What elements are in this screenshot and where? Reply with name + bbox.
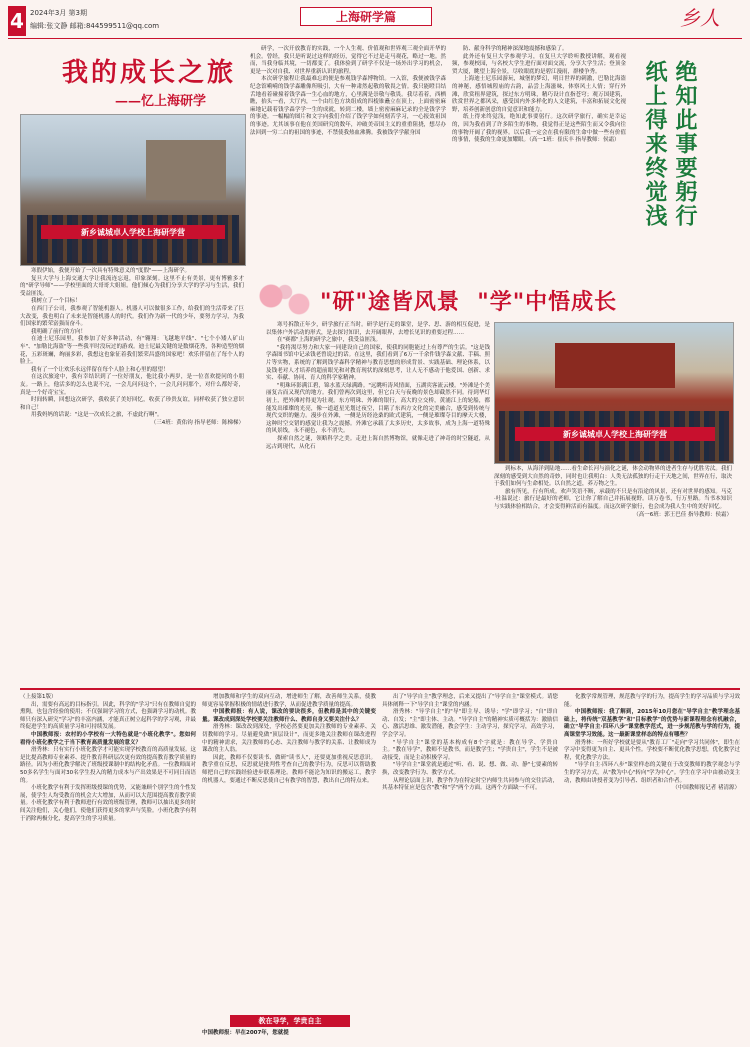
section-divider [20, 688, 740, 690]
header-rule [8, 38, 742, 39]
editor-email: 编辑:张文静 邮箱:844599511@qq.com [30, 22, 160, 30]
date-issue: 2024年3月 第3期 [30, 9, 87, 17]
article1-title: 我的成长之旅 [62, 58, 237, 88]
article1-col3: 防、献身科学的精神深深地震撼和感染了。 此外还有复旦大学参观学习，在复旦大学聆听教授讲解，观看视频，参观校园，与名校大学生进行面对面交流，分享大学生活；登顶金贸大厦，眺望上海全景，尽收眼底的是碧江漫雨，群楼争秀。 上海迪士尼乐园游玩，城堡的梦幻，明日世界的刺激，巴勒比海盗的神秘，感悟城隍庙的古韵，品尝上海滋味，体察风土人情；穿行外滩，欣赏租界建筑，探过东方明珠，精巧设计直指苍穹；观万国建筑，欣赏世界之都风采，感受国内外多样化的人文建筑，丰富和拓展文化视野，培养创新创意的自觉意识和能力。 纸上得来终觉浅，绝知此事要躬行。这次研学旅行，确实是幸运的，因为我看到了许多陌生的事物，我觉得正是这些陌生而又令我向往的事物开阔了我的视界。以后我一定会在我有限的生命中做一些有价值的事情，使我的生命更加耀眼。（高一1班：崔庆丰 指导教师：侯霜） [452, 46, 626, 144]
continued-label: （上接第1版） [20, 694, 57, 700]
interview-col3: 出了"导学自主"教学理念，后来又提出了"导学自主"课堂模式。请您具体阐释一下"导学自主"课堂的内涵。 滑秀林："导学自主"的"导"即主导、诱导；"学"即学习；"自"即自动、自发；"主"即主体、主动。"导学自主"的精神实质可概括为：激励信心、激活思维、激发潜能，教会学生：主动学习，探究学习，高效学习，学会学习。 "导学自主"课堂的基本构成有8个字就是：教在导学、学贵自主。"教在导学"，教师不是教书，而是教学生；"学贵自主"，学生不是被动接受，而是主动积极学习。 "导学自主"课堂就是通过"听、看、说、想、做、动、静"七要素的转换，改变教学行为、教学方式。 从理论层面上讲，教学作为在特定时空内师生共同参与的交往活动，其基本特征应是包含"教"和"学"两个方面。这两个方面缺一不可。 [382, 694, 559, 792]
article2-banner: 新乡诚城卓人学校上海研学营 [515, 427, 715, 441]
newspaper-logo: 乡人 [680, 6, 720, 30]
article1-group-photo [20, 114, 246, 266]
student-crowd [27, 215, 239, 263]
article2-col2: 到标本，从海洋到陆地……看生命长河与演化之谜，体会动物界的进者生存与优胜劣汰。我们深刻的感受到大自然的奇妙，同时也让我明白：人类无法孤独的行走于天地之间，世界在行，取决于我们如何与生命相处。以自然之道，养万物之生。 旅有所见，行有所成。欢声笑语不断，承载的不只是有沿途的风景，还有对世界的感知。马克·吐温说过：旅行是最好的老师，它让你了解自己并拓展视野。读万卷书，行万里路。当书本知识与实践体验相结合，才会变得鲜活而有温度。而这次研学旅行，也会成为我人生中的美好回忆。 （高一6班：郭王巴佳 指导教师：侯霜） [494, 466, 732, 518]
article2-top-rule [252, 278, 740, 282]
vertical-verse-2: 纸上得来终觉浅 [642, 60, 668, 228]
vertical-verse-1: 绝知此事要躬行 [672, 60, 698, 228]
page-number: 4 [8, 6, 26, 36]
interview-col2-tail: 中国教师报：早在2007年，您就提 [202, 1030, 289, 1036]
interview-col1: （上接第1版） 出，需要有高远的目标指引。因此，科学的"学习"只有在教师自觉的熏陶，也包含经验的使用；不仅强调学习的方式，也强调学习的动机。教师只有深入研究"学习"的丰富内涵，才能真正树立起科学的学习观，并最终促进学生的高质量学习和可持续发展。 中国教师报：农村的小学校有一大特色就是"小班化教学"。您如何看待小班化教学之于当下教育高质量发展的意义？ 滑秀林：只有实行小班化教学才可能实现学校教育的高质量发展。这是比提高教师专业素养、提升教育科研层次更有效的提高教育教学质量的路径。因为小班化教学解决了班级授课制中的结构化矛盾。一位教师面对50多名学生与面对30名学生投入的精力成本与产出效果是不可同日而语的。 小班化教学有利于发挥班级授课的优势，又能兼顾个别学生的个性发展，使学生人均受教育的机会大大增加，从而可以大范围提高教育教学质量。小班化教学有利于教师进行有效的班级管理，教师可以抽出更多的时间关注他们，关心他们，使他们获得更多的掌声与笑脸。小班化教学有利于消除两极分化，提高学生的学习质量。 [20, 694, 197, 822]
article1-banner: 新乡诚城卓人学校上海研学营 [41, 225, 225, 239]
interview-col4: 化教学常规管理，规范教与学的行为，提高学生的学习品质与学习效能。 中国教师报：我了解到，2015年10月您在"导学自主"教学理念基础上，将传统"双基教学"和"目标教学"的优势与新课程理念有机融合，确立"导学自主·四环八步"课堂教学范式，进一步规范教与学的行为，提高课堂学习效能。这一最新课堂样态的特点有哪些？ 滑秀林：一所好学校就是要从"教育工厂"走向"学习共同体"，即生在学习中变得更为自主、更具个性。学校要不断优化教学思想，优化教学过程，优化教学方法。 "导学自主·四环八步"课堂样态的关键在于改变教师的教学观念与学生的学习方式，从"教为中心"转向"学为中心"。学生在学习中由被动变主动，教师由讲授者变为引导者、组织者和合作者。 （中国教师报记者 褚清源） [564, 694, 741, 792]
flower-decoration [250, 280, 320, 320]
article1-col2: 研学，一次开放教育的实践，一个人生观、价值观和世界观三观全面开华的机会。曾经，我只是听说过这样的经历，觉得它不过是走马观花，略过一地。然而，当我身临其境，一切都变了。我体验到了研学不仅是一场外出学习的机会，更是一次对自我、对世界重新认识的旅程。 本次研学旅程让我最难忘的便是参观钱学森博物馆。一入馆，我便被钱学森纪念馆嗬嗬的钱学森雕像所吸引，大有一种肃然起敬的敬畏之情。我只能瞪目结舌地看着碰撞着钱学森一生心血的地方，心里满是崇敬与敬畏。我尽着着，西栖瞧，抬头一看，大厅内，一个由红色方块组成的四棱锥矗立在顶上，上面密密麻麻地记载着钱学森学学一生的成就，转到二楼，墙上密密麻麻记录的全是钱学学的事迹。一幅幅的图片和文字向我们介绍了钱学学如何刻苦学习，一心报效祖国的事迹。尤其该事在他在美国研究的数年，冲破美帝国主义的重重阻挠，想尽办法回到一穷二白的祖国的事迹，不禁使我热血沸腾。我被钱学学献身国 [250, 46, 446, 136]
museum-building [146, 140, 226, 200]
section-title: 上海研学篇 [300, 7, 432, 26]
red-building [555, 343, 675, 388]
section-label-daoxue: 教在导学，学贵自主 [230, 1015, 350, 1027]
article2-title: "研"途皆风景 "学"中悟成长 [320, 289, 618, 315]
interview-col2: 增加教师和学生的双向互动，增进师生了解，改善师生关系，使教师更容易掌握积极的情绪进行教学，从而促进教学质量的提高。 中国教师报：有人说，课改的要诀很多，但教师是其中的关键变量。课改成到深处学校要关注教师什么、教师自身又要关注什么？ 滑秀林：课改改到深处，学校必然要更加关注教师的专业素养、关切教师的学习。尽量避免做"顶层设计"，而更多地关注教师在课改进程中的精神需求，关注教师的心态、关注教师与教学的关系、让教师成为课改的主人翁。 因此，教师不仅要读书、做研"读书人"，还要更加重视反思意识。教学重在反思，反思就是批判性考查自己的教学行为，反思可以帮助教师把自己的实践经验进步联系理论。教师不能沦为知识的搬运工，教学的机器人，要通过不断反思使自己有教学的智慧，教出自己的特点来。 [202, 694, 376, 784]
article1-col1: 寒假伊始，我便开始了一次具有特殊意义的"度假"——上海研学。 复旦大学与上海交通大学让我流连忘返，印象深刻。这里不止有美景，更有博雅多才的"研学导师"——学校里面的大哥哥大姐姐。他们倾心为我们分享大学的学习与生活，我们受益匪浅。 我树立了一个目标！ 在西门子公司，我参观了智能机器人。机器人可以做很多工作，给我们的生活带来了巨大改变，我也明白了未来是智能机器人的时代。我们作为新一代的少年，要努力学习，为我们国家的繁荣富强而奋斗。 我明确了前行的方向！ 在迪士尼乐园里，我参加了好多种活动，有"翱翔：飞越地平线"、"七个小矮人矿山车"、"加勒比海盗"等一些我平时没玩过的游戏。迪士尼最关键的是数烟花秀，各种造型的烟花，五彩斑斓，绚丽多彩，我想这也象征着我们繁荣昌盛的国家吧！欢乐伴留在了每个人的脸上。 我有了一个让欢乐永远伴留在每个人脸上和心里的愿望！ 在这次旅途中，我有幸结识到了一位好朋友，他比我小两岁，是一位喜欢提问的小朋友。一路上，他活多的怎么也说不完，一会儿问问这个，一会儿问问那个，对什么都好奇，真是一个好奇宝宝。 时间转瞬，回想这次研学，我收获了美好回忆，收获了珍贵友谊，同样收获了独立意识和自己！ 用我妈妈的话说："这是一次成长之旅，不虚此行啊"。 （三4班：黄佑钧 指导老师：陈梯梯） [20, 268, 244, 426]
article1-subtitle: ——忆上海研学 [115, 94, 207, 109]
article2-col1: 寒号拆散正年少，研学旅行正当时。研学是行走的课堂，是学、思、游的相互促进，是以集体户外活动的形式，是去探讨知识，去开阔眼界，去增长见识的重要过程…… 在"赛都"上海的研学之旅中，我受益匪浅。 "我将渴尽努力和大家一同建设自己的国家，使我的同胞能过上有尊严的生活。"这是钱学森图书馆中记录钱老曾说过的话。在这里，我们看到了6万一千余件钱学森文献、手稿、照片等实物，系统的了解到钱学森科学精神与教育思想的形成背景、实践基础、理论体系，以及钱老对人才培养的超前眼光和对教育现状的深刻思考，让人无不感动于他爱国、创新、求实、奉献、协同、育人的科学家精神。 "明珠环影满江碧，锦水蓝天绿满路。"远眺听涛风情面，五湖宾客流云楼。"外滩是个美丽复古而又现代的地方。我们曾两次到这里，但它白天与夜晚的景色却截然不同。待到华灯初上，把外滩衬得更为壮观。东方明珠、外滩的银行，高大的立交桥，黄浦江上的轮船，都能发出璀璨的光亮，像一道道星光划过夜空，目睹了东西方文化的完美融合，感受到传统与现代交织的魅力。漫步在外滩，一侧是历经沧桑的欧式建筑，一侧是璀璨夺目的摩天大楼，这种时空交错的感觉让我为之震撼。外滩它承载了太多历史，太多故事，成为上海一道特殊的风景线，永不褪色，永不消失。 探索自然之谜，领略科学之美。走进上海自然博物馆，就像走进了神奇的时空隧道，从远古到现代，从化石 [266, 322, 490, 450]
article2-group-photo [494, 322, 734, 464]
